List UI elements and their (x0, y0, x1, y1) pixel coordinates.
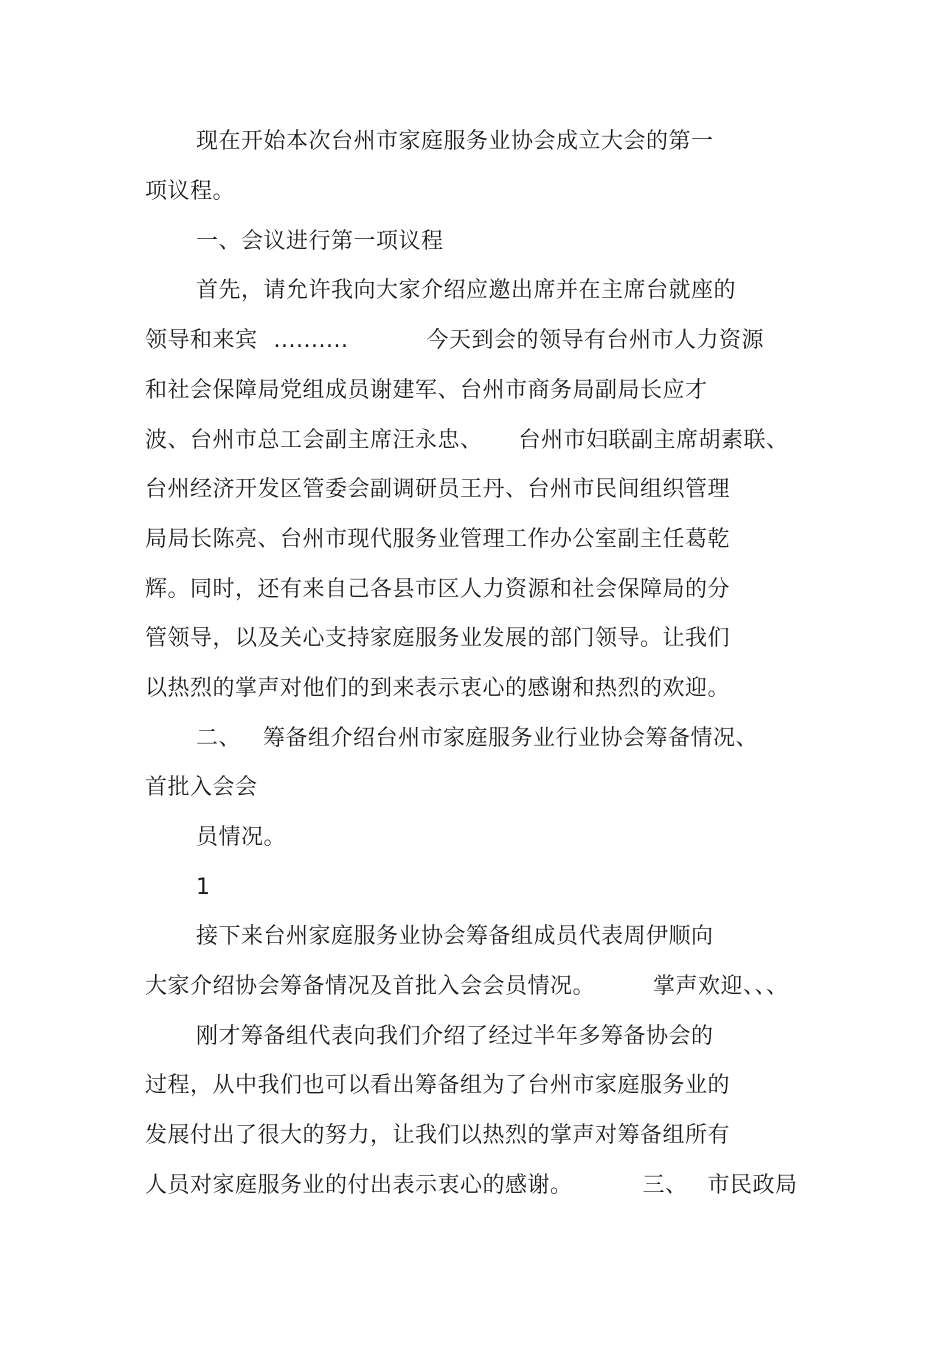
paragraph-line: 以热烈的掌声对他们的到来表示衷心的感谢和热烈的欢迎。 (145, 676, 731, 701)
page-number: 1 (196, 875, 211, 900)
paragraph-line: 首先，请允许我向大家介绍应邀出席并在主席台就座的 (196, 278, 737, 303)
text-segment: 大家介绍协会筹备情况及首批入会会员情况。 (145, 974, 596, 999)
paragraph-line: 辉。同时，还有来自己各县市区人力资源和社会保障局的分 (145, 577, 731, 602)
paragraph-line (145, 972, 789, 1002)
paragraph-line: 项议程。 (145, 179, 236, 204)
section-title: 筹备组介绍台州市家庭服务业行业协会筹备情况、 (263, 726, 759, 751)
text-segment: 波、台州市总工会副主席汪永忠、 (145, 428, 483, 453)
text-segment: 今天到会的领导有台州市人力资源 (426, 328, 764, 353)
ellipsis-placeholder: .......... (273, 328, 349, 353)
text-segment: 领导和来宾 (145, 328, 258, 353)
paragraph-line: 管领导，以及关心支持家庭服务业发展的部门领导。让我们 (145, 626, 731, 651)
paragraph-line (145, 1171, 798, 1201)
paragraph-line: 发展付出了很大的努力，让我们以热烈的掌声对筹备组所有 (145, 1123, 731, 1148)
paragraph-line: 首批入会会 (145, 775, 258, 800)
text-segment: 掌声欢迎、、、 (653, 974, 789, 999)
section-heading-2 (196, 724, 758, 754)
paragraph-line: 刚才筹备组代表向我们介绍了经过半年多筹备协会的 (196, 1024, 714, 1049)
paragraph-line: 员情况。 (196, 825, 287, 850)
paragraph-line (145, 426, 789, 456)
paragraph-line: 台州经济开发区管委会副调研员王丹、台州市民间组织管理 (145, 477, 731, 502)
section-title: 市民政局 (707, 1173, 798, 1198)
paragraph-line: 接下来台州家庭服务业协会筹备组成员代表周伊顺向 (196, 924, 714, 949)
paragraph-line: 过程，从中我们也可以看出筹备组为了台州市家庭服务业的 (145, 1073, 731, 1098)
paragraph-line (145, 326, 764, 356)
section-number: 二、 (196, 726, 242, 751)
text-segment: 台州市妇联副主席胡素联、 (518, 428, 789, 453)
paragraph-line: 局局长陈亮、台州市现代服务业管理工作办公室副主任葛乾 (145, 527, 731, 552)
paragraph-line: 现在开始本次台州市家庭服务业协会成立大会的第一 (196, 129, 714, 154)
section-number: 三、 (642, 1173, 688, 1198)
section-heading-1: 一、会议进行第一项议程 (196, 229, 444, 254)
text-segment: 人员对家庭服务业的付出表示衷心的感谢。 (145, 1173, 573, 1198)
paragraph-line: 和社会保障局党组成员谢建军、台州市商务局副局长应才 (145, 378, 708, 403)
